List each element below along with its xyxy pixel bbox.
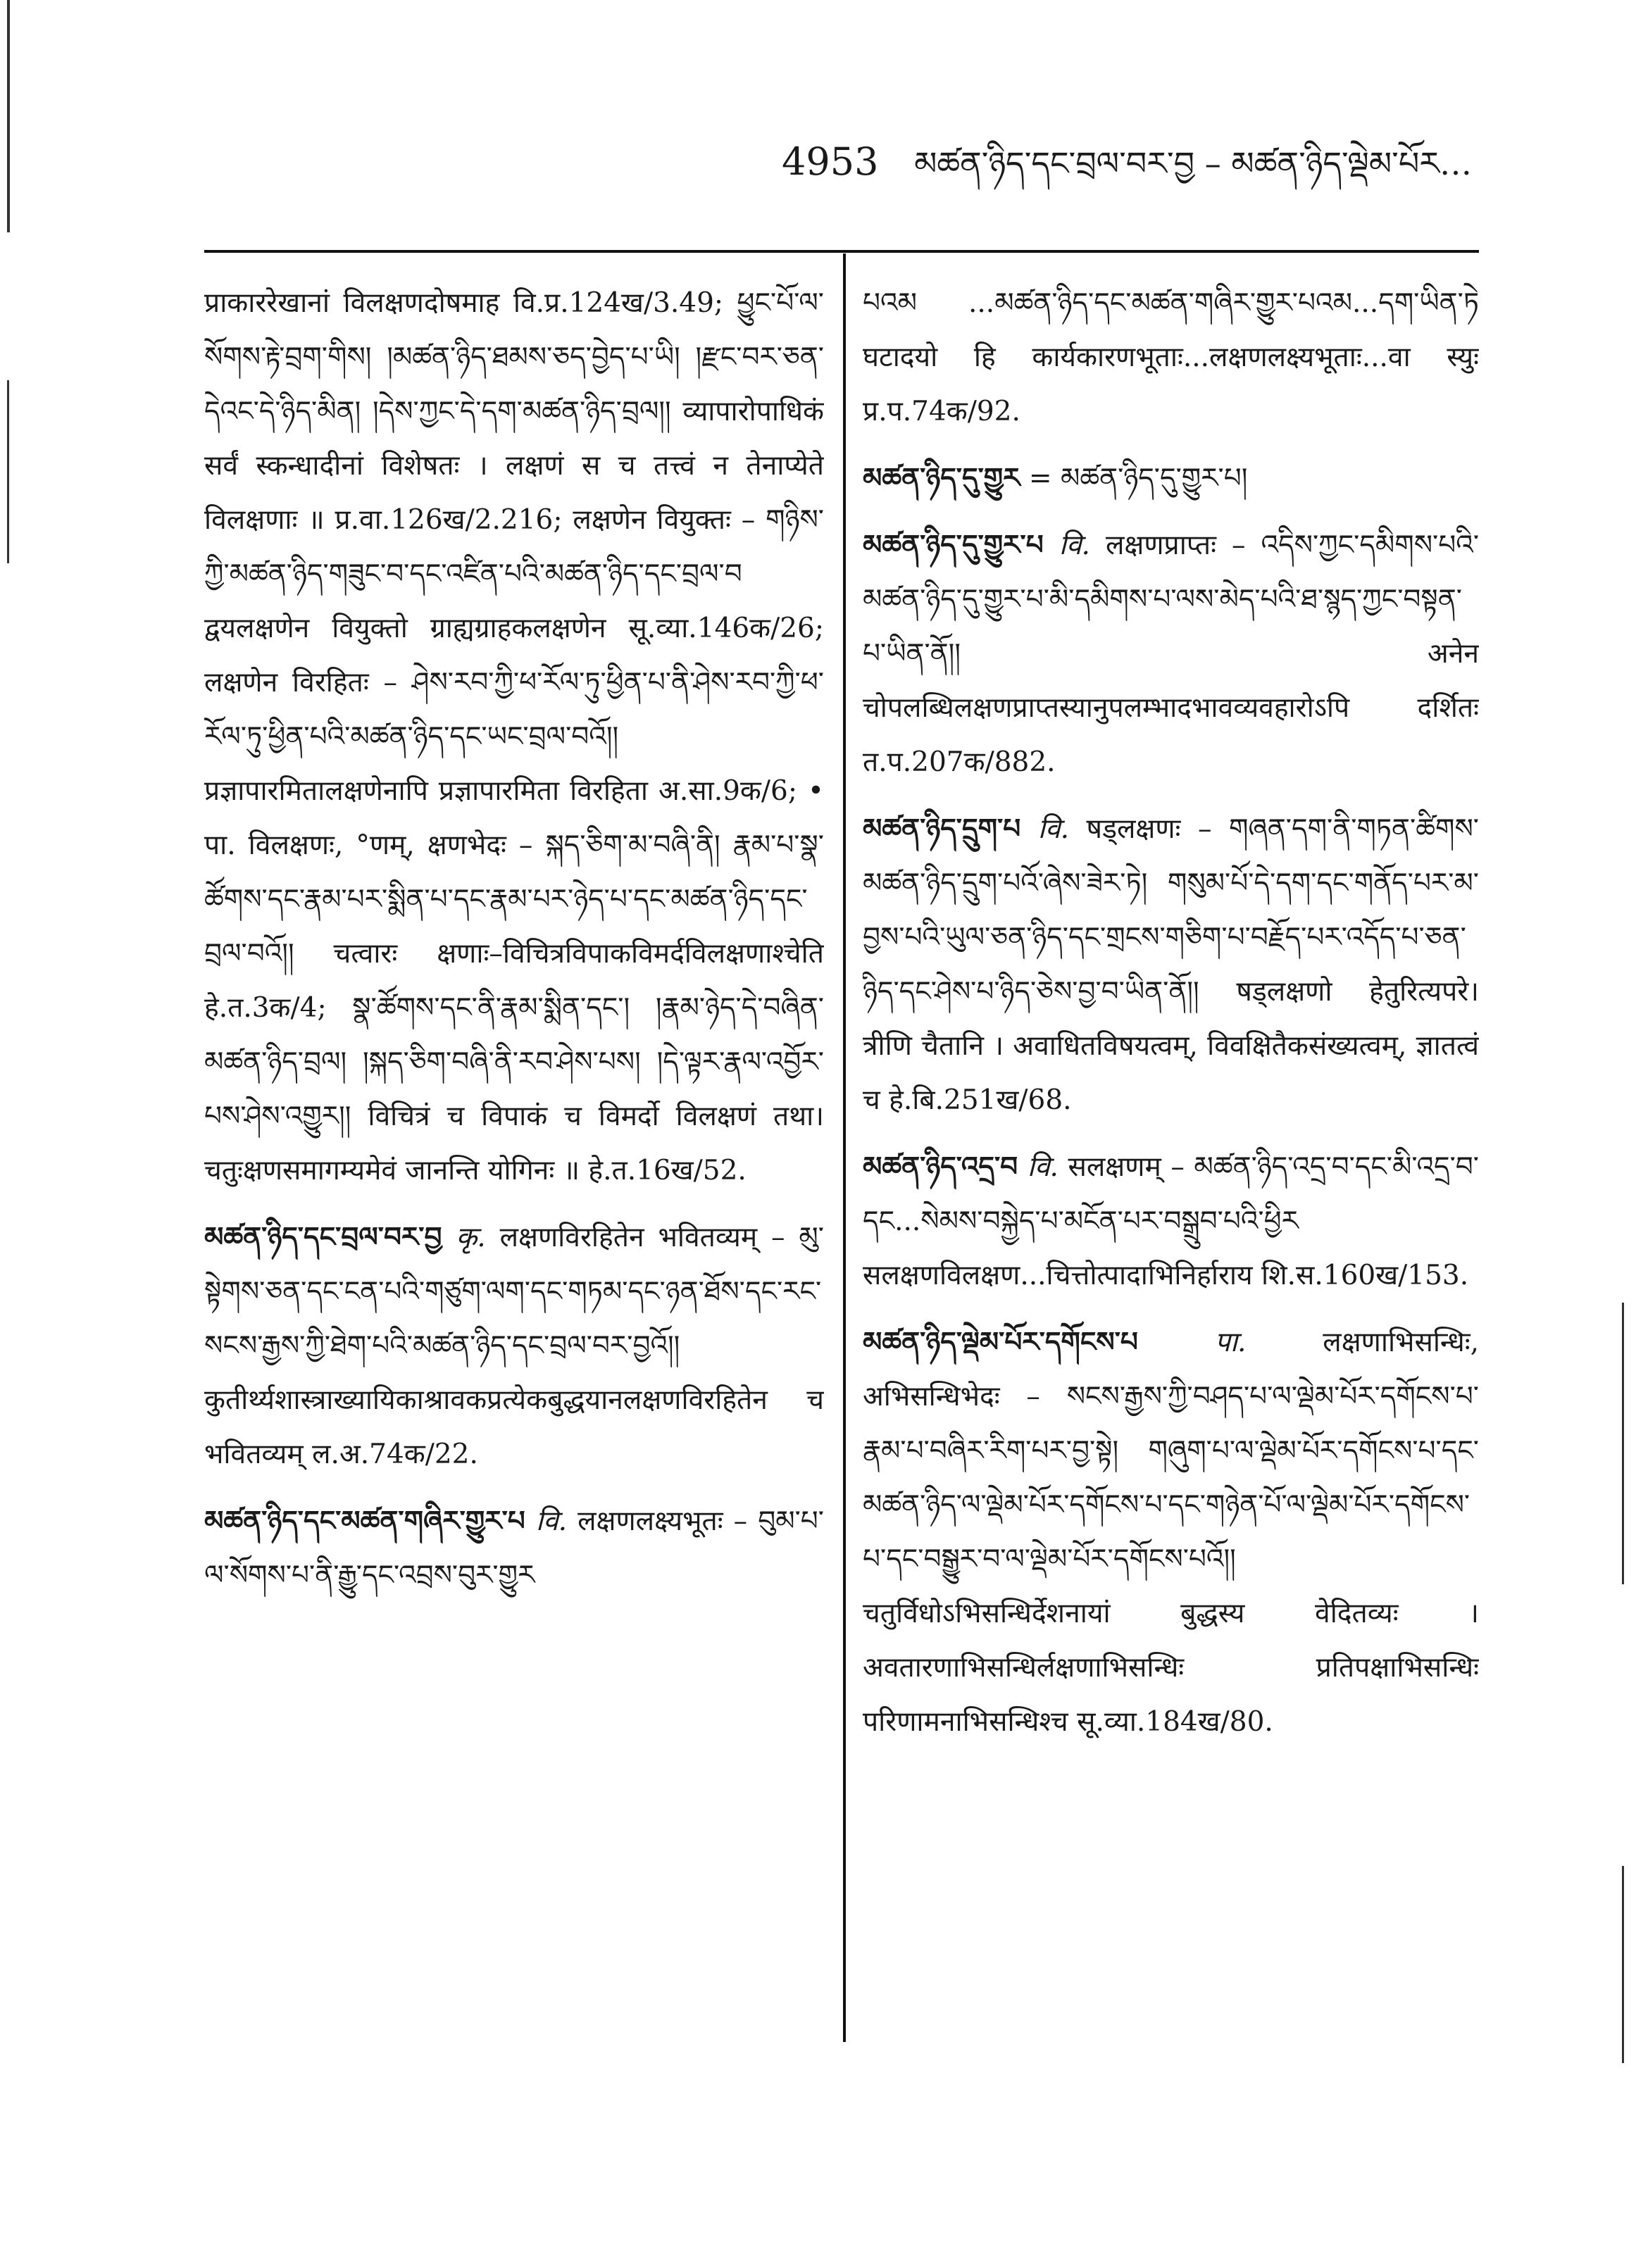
dictionary-entry — [863, 1315, 1479, 1749]
entry-headword: མཚན་ཉིད་དུ་གྱུར — [863, 462, 1020, 494]
page-number: 4953 — [782, 139, 879, 184]
entry-text: लक्षणविरहितेन भवितव्यम् – མུ་སྟེགས་ཅན་དང་ངན་པའི་གཙུག་ལག་དང་གཏམ་དང་ཉན་ཐོས་དང་རང་སངས་རྒྱས་ཀྱི་ཐེག་པའི་མཚན་ཉིད་དང་བྲལ་བར་བྱའོ།། कुतीर्थ्यशास्त्राख्यायिकाश्रावकप्रत्येकबुद्धयानलक्षणविरहितेन च भवितव्यम् ल.अ.74क/22. — [204, 1222, 824, 1470]
entry-continuation — [204, 276, 824, 1198]
entry-text: प्राकाररेखानां विलक्षणदोषमाह वि.प्र.124ख/3.49; ཕྱུང་པོ་ལ་སོགས་རྟེ་བྲག་གིས། །མཚན་ཉིད་ཐམས་ཅད་བྱེད་པ་ཡི། །རྫང་བར་ཅན་དེའང་དེ་ཉིད་མིན། །དེས་ཀྱང་དེ་དག་མཚན་ཉིད་བྲལ།། व्यापारोपाधिकं सर्वं स्कन्धादीनां विशेषतः । लक्षणं स च तत्त्वं न तेनाप्येते विलक्षणाः ॥ प्र.वा.126ख/2.216; लक्षणेन वियुक्तः – གཉིས་ཀྱི་མཚན་ཉིད་གཟུང་བ་དང་འཛིན་པའི་མཚན་ཉིད་དང་བྲལ་བ द्वयलक्षणेन वियुक्तो ग्राह्यग्राहकलक्षणेन सू.व्या.146क/26; लक्षणेन विरहितः – ཤེས་རབ་ཀྱི་ཕ་རོལ་ཏུ་ཕྱིན་པ་ནི་ཤེས་རབ་ཀྱི་ཕ་རོལ་ཏུ་ཕྱིན་པའི་མཚན་ཉིད་དང་ཡང་བྲལ་བའོ།། प्रज्ञापारमितालक्षणेनापि प्रज्ञापारमिता विरहिता अ.सा.9क/6; • पा. विलक्षणः, °णम्, क्षणभेदः – སྐད་ཅིག་མ་བཞི་ནི། རྣམ་པ་སྣ་ཚོགས་དང་རྣམ་པར་སྨིན་པ་དང་རྣམ་པར་ཉེད་པ་དང་མཚན་ཉིད་དང་བྲལ་བའོ།། चत्वारः क्षणाः–विचित्रविपाकविमर्दविलक्षणाश्चेति हे.त.3क/4; སྣ་ཚོགས་དང་ནི་རྣམ་སྨིན་དང་། །རྣམ་ཉེད་དེ་བཞིན་མཚན་ཉིད་བྲལ། །སྐད་ཅིག་བཞི་ནི་རབ་ཤེས་པས། །དེ་ལྟར་རྣལ་འབྱོར་པས་ཤེས་འགྱུར།། विचित्रं च विपाकं च विमर्दो विलक्षणं तथा। चतुःक्षणसमागम्यमेवं जानन्ति योगिनः ॥ हे.त.16ख/52. — [204, 287, 824, 1186]
dictionary-entry — [863, 1140, 1479, 1303]
entry-headword: མཚན་ཉིད་དུ་གྱུར་པ — [863, 529, 1044, 561]
entry-continuation — [863, 276, 1479, 439]
entry-text: = མཚན་ཉིད་དུ་གྱུར་པ། — [1028, 463, 1248, 494]
running-title: མཚན་ཉིད་དང་བྲལ་བར་བྱ – མཚན་ཉིད་ལྡེམ་པོར… — [914, 144, 1472, 182]
left-column — [204, 276, 824, 2121]
margin-mark-right-low — [1622, 1866, 1624, 2063]
entry-text: लक्षणप्राप्तः – འདིས་ཀྱང་དམིགས་པའི་མཚན་ཉིད་དུ་གྱུར་པ་མི་དམིགས་པ་ལས་མེད་པའི་ཐ་སྙད་ཀྱང་བསྟན་པ་ཡིན་ནོ།། अनेन चोपलब्धिलक्षणप्राप्तस्यानुपलम्भादभावव्यवहारोऽपि दर्शितः त.प.207क/882. — [863, 530, 1479, 778]
entry-text: लक्षणलक्ष्यभूतः – བུམ་པ་ལ་སོགས་པ་ནི་རྒྱུ་དང་འབྲས་བུར་གྱུར — [204, 1505, 824, 1591]
entry-text: षड्लक्षणः – གཞན་དག་ནི་གཏན་ཚིགས་མཚན་ཉིད་དྲུག་པའོ་ཞེས་ཟེར་ཏེ། གསུམ་པོ་དེ་དག་དང་གནོད་པར་མ་བྱས་པའི་ཡུལ་ཅན་ཉིད་དང་གྲངས་གཅིག་པ་བརྗོད་པར་འདོད་པ་ཅན་ཉིད་དང་ཤེས་པ་ཉིད་ཅེས་བྱ་བ་ཡིན་ནོ།། षड्लक्षणो हेतुरित्यपरे। त्रीणि चैतानि । अवाधितविषयत्वम्, विवक्षितैकसंख्यत्वम्, ज्ञातत्वं च हे.बि.251ख/68. — [863, 813, 1479, 1116]
entry-headword: མཚན་ཉིད་དྲུག་པ — [863, 813, 1021, 845]
entry-text: པའམ ...མཚན་ཉིད་དང་མཚན་གཞིར་གྱུར་པའམ...དག་ཡིན་ཏེ घटादयो हि कार्यकारणभूताः...लक्षणलक्ष्यभूताः...वा स्युः प्र.प.74क/92. — [863, 287, 1479, 427]
dictionary-entry — [204, 1210, 824, 1481]
header-rule — [204, 250, 1479, 253]
entry-text: लक्षणाभिसन्धिः, अभिसन्धिभेदः – སངས་རྒྱས་ཀྱི་བཤད་པ་ལ་ལྡེམ་པོར་དགོངས་པ་རྣམ་པ་བཞིར་རིག་པར་བྱ་སྟེ། གཞུག་པ་ལ་ལྡེམ་པོར་དགོངས་པ་དང་མཚན་ཉིད་ལ་ལྡེམ་པོར་དགོངས་པ་དང་གཉེན་པོ་ལ་ལྡེམ་པོར་དགོངས་པ་དང་བསྒྱུར་བ་ལ་ལྡེམ་པོར་དགོངས་པའོ།། चतुर्विधोऽभिसन्धिर्देशनायां बुद्धस्य वेदितव्यः । अवतारणाभिसन्धिर्लक्षणाभिसन्धिः प्रतिपक्षाभिसन्धिः परिणामनाभिसन्धिश्च सू.व्या.184ख/80. — [863, 1327, 1479, 1738]
right-column — [863, 276, 1479, 2121]
dictionary-entry — [204, 1494, 824, 1603]
entry-headword: མཚན་ཉིད་ལྡེམ་པོར་དགོངས་པ — [863, 1326, 1138, 1358]
page-header — [782, 141, 1481, 184]
entry-grammar: वि. — [1037, 813, 1069, 845]
margin-mark-right — [1622, 1303, 1624, 1584]
entry-grammar: वि. — [1027, 1151, 1059, 1183]
entry-headword: མཚན་ཉིད་དང་མཚན་གཞིར་གྱུར་པ — [204, 1505, 525, 1537]
entry-headword: མཚན་ཉིད་དང་བྲལ་བར་བྱ — [204, 1221, 442, 1253]
entry-text: सलक्षणम् – མཚན་ཉིད་འདྲ་བ་དང་མི་འདྲ་བ་དང...སེམས་བསྐྱེད་པ་མངོན་པར་བསྒྲུབ་པའི་ཕྱིར सलक्षणविलक्षण...चित्तोत्पादाभिनिर्हाराय शि.स.160ख/153. — [863, 1151, 1479, 1291]
entry-grammar: कृ. — [456, 1222, 486, 1253]
margin-mark-top-left — [7, 0, 10, 232]
margin-mark-left — [7, 380, 9, 563]
entry-headword: མཚན་ཉིད་འདྲ་བ — [863, 1151, 1018, 1183]
entry-grammar: वि. — [1059, 530, 1090, 561]
dictionary-entry — [863, 518, 1479, 789]
entry-grammar: वि. — [535, 1505, 568, 1537]
dictionary-entry — [863, 802, 1479, 1127]
dictionary-entry — [863, 451, 1479, 506]
entry-grammar: पा. — [1214, 1327, 1247, 1358]
column-divider — [843, 253, 846, 2042]
